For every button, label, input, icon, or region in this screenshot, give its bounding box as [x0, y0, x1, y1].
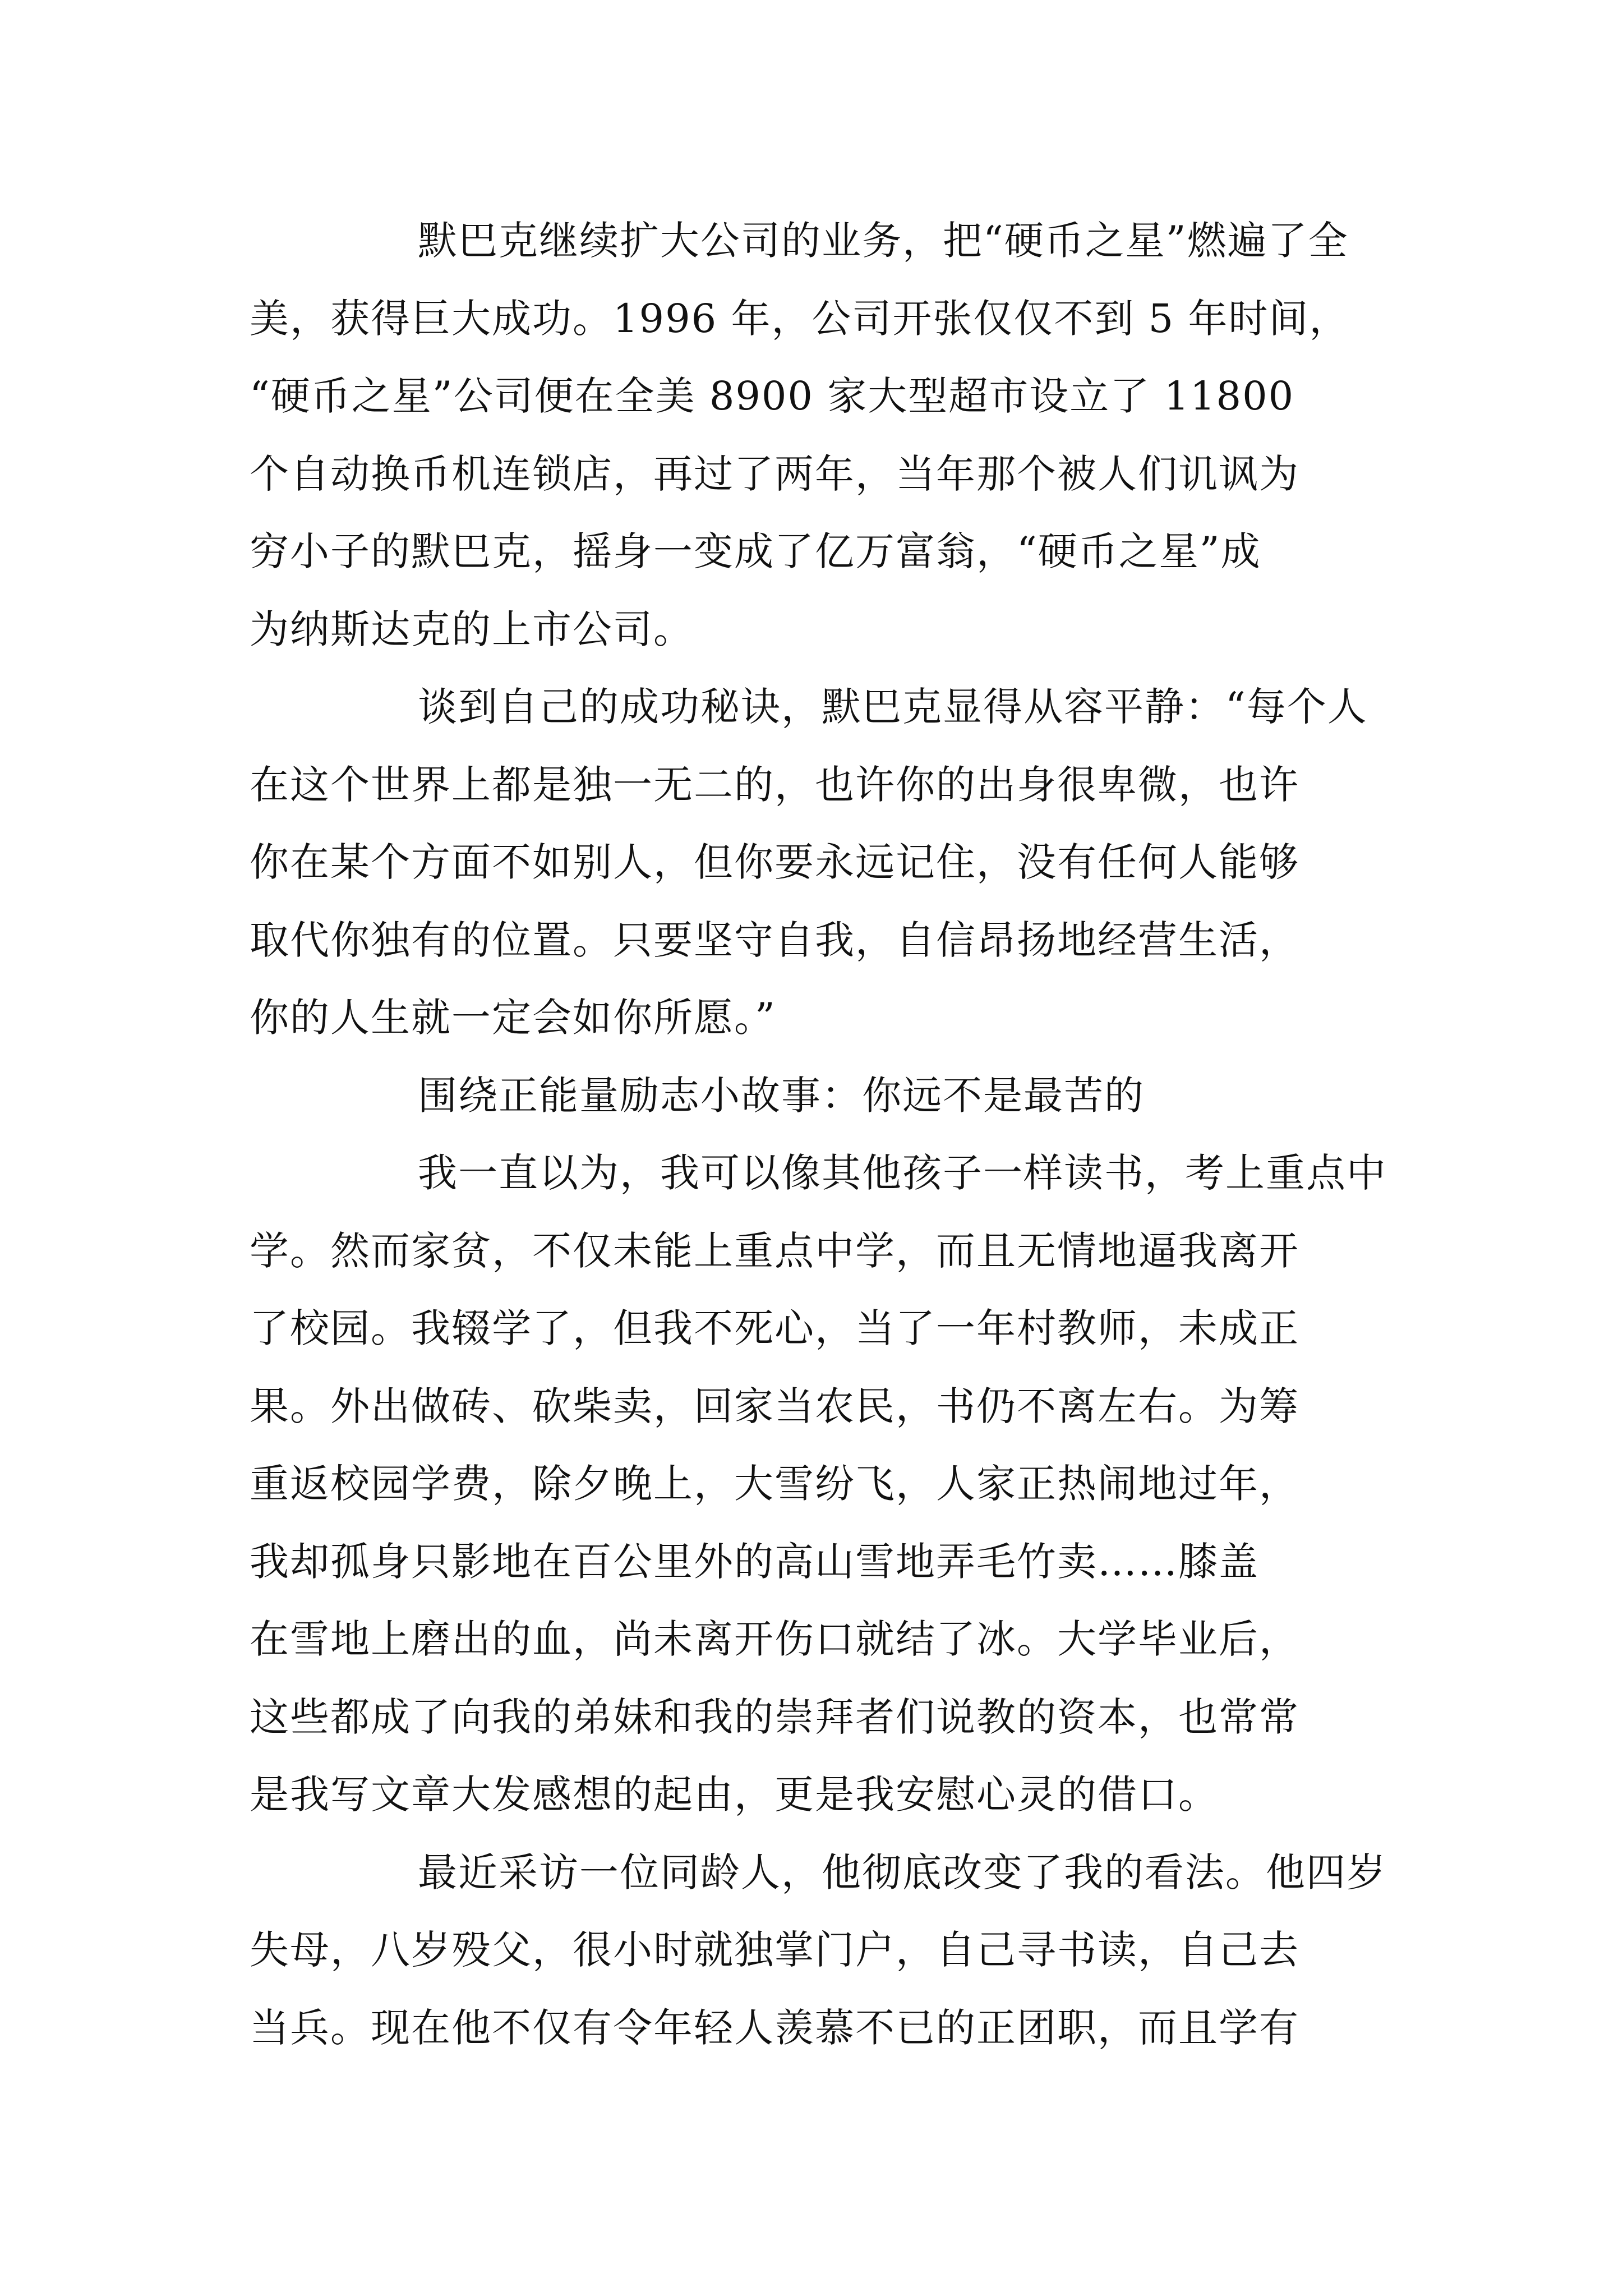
text-line: 我一直以为，我可以像其他孩子一样读书，考上重点中 [418, 1150, 1387, 1196]
text-line: 学。然而家贫，不仅未能上重点中学，而且无情地逼我离开 [250, 1227, 1299, 1274]
document-body [250, 202, 1394, 2067]
text-line: 这些都成了向我的弟妹和我的崇拜者们说教的资本，也常常 [250, 1694, 1299, 1740]
section-heading [250, 1057, 1394, 1135]
text-line: 我却孤身只影地在百公里外的高山雪地弄毛竹卖……膝盖 [250, 1538, 1259, 1585]
text-line: 你在某个方面不如别人，但你要永远记住，没有任何人能够 [250, 839, 1299, 885]
text-line: “硬币之星”公司便在全美 8900 家大型超市设立了 11800 [250, 373, 1295, 419]
text-line: 在这个世界上都是独一无二的，也许你的出身很卑微，也许 [250, 761, 1299, 808]
text-line: 在雪地上磨出的血，尚未离开伤口就结了冰。大学毕业后， [250, 1616, 1299, 1662]
paragraph-3 [250, 1134, 1394, 1834]
text-line: 是我写文章大发感想的起由，更是我安慰心灵的借口。 [250, 1772, 1219, 1818]
text-line: 穷小子的默巴克，摇身一变成了亿万富翁，“硬币之星”成 [250, 528, 1261, 574]
text-line: 最近采访一位同龄人，他彻底改变了我的看法。他四岁 [418, 1849, 1387, 1895]
text-line: 果。外出做砖、砍柴卖，回家当农民，书仍不离左右。为筹 [250, 1383, 1299, 1429]
text-line: 你的人生就一定会如你所愿。” [250, 995, 776, 1041]
text-line: 重返校园学费，除夕晚上，大雪纷飞，人家正热闹地过年， [250, 1461, 1299, 1507]
paragraph-2 [250, 668, 1394, 1057]
text-line: 了校园。我辍学了，但我不死心，当了一年村教师，未成正 [250, 1305, 1299, 1351]
text-line: 失母，八岁殁父，很小时就独掌门户，自己寻书读，自己去 [250, 1927, 1299, 1973]
paragraph-1 [250, 202, 1394, 668]
paragraph-4 [250, 1834, 1394, 2067]
text-line: 美，获得巨大成功。1996 年，公司开张仅仅不到 5 年时间， [250, 295, 1350, 342]
text-line: 个自动换币机连锁店，再过了两年，当年那个被人们讥讽为 [250, 450, 1299, 497]
text-line: 谈到自己的成功秘诀，默巴克显得从容平静：“每个人 [418, 684, 1368, 730]
text-line: 当兵。现在他不仅有令年轻人羡慕不已的正团职，而且学有 [250, 2004, 1299, 2051]
text-line: 为纳斯达克的上市公司。 [250, 606, 694, 652]
heading-text: 围绕正能量励志小故事：你远不是最苦的 [418, 1072, 1145, 1119]
text-line: 默巴克继续扩大公司的业务，把“硬币之星”燃遍了全 [418, 218, 1349, 264]
text-line: 取代你独有的位置。只要坚守自我，自信昂扬地经营生活， [250, 917, 1299, 963]
